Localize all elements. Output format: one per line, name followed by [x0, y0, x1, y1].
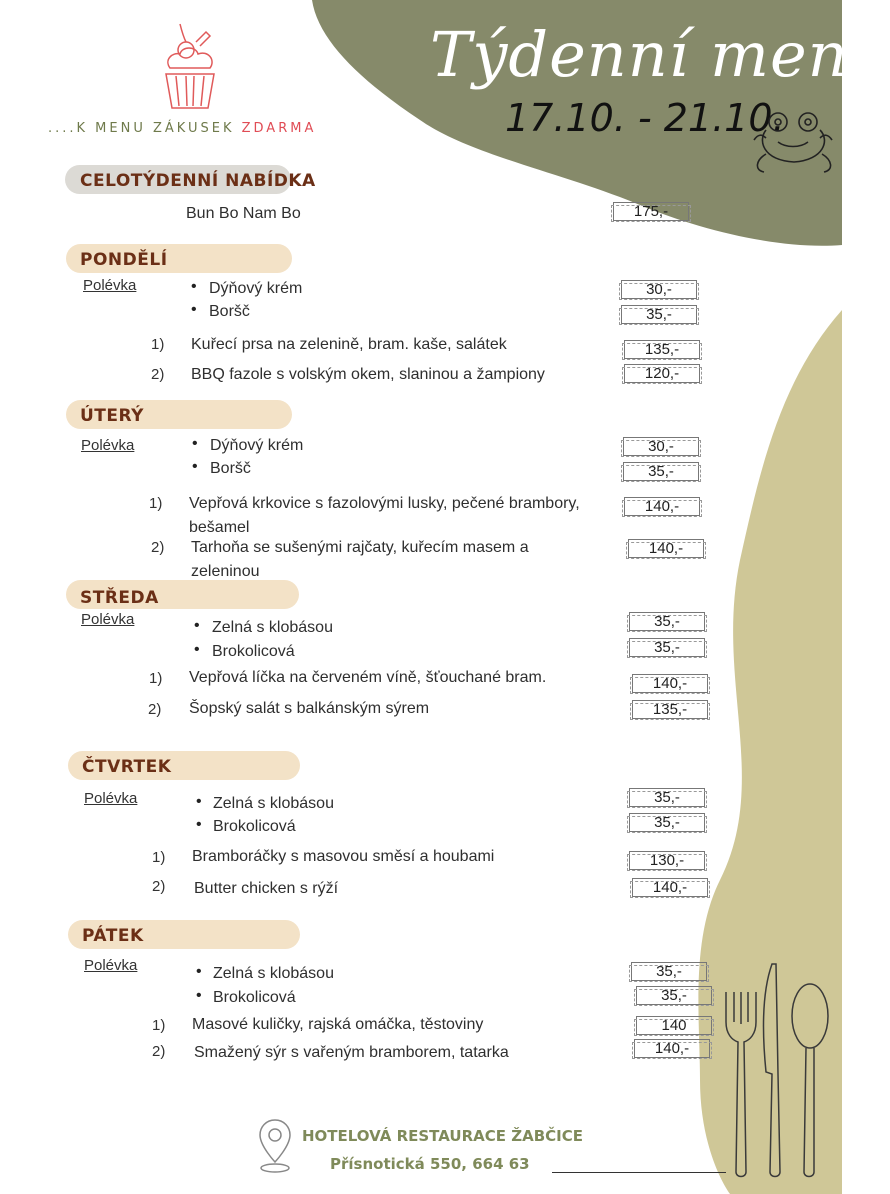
soup-price: 35,- [629, 813, 705, 832]
main-number: 2) [148, 701, 162, 718]
main-number: 1) [151, 336, 165, 353]
day-heading-monday: PONDĚLÍ [80, 250, 168, 270]
main-item: Smažený sýr s vařeným bramborem, tatarka [194, 1044, 509, 1061]
main-price: 140 [636, 1016, 712, 1035]
main-price: 120,- [624, 364, 700, 383]
day-heading-thursday: ČTVRTEK [82, 757, 172, 777]
main-number: 2) [152, 878, 166, 895]
soup-price: 35,- [621, 305, 697, 324]
restaurant-address: Přísnotická 550, 664 63 [330, 1155, 530, 1173]
weekly-heading: CELOTÝDENNÍ NABÍDKA [80, 171, 316, 191]
date-range: 17.10. - 21.10. [505, 96, 785, 140]
main-item: Šopský salát s balkánským sýrem [189, 700, 430, 717]
frog-icon [752, 104, 836, 178]
soup-price: 35,- [631, 962, 707, 981]
soup-label-thursday: Polévka [84, 790, 138, 807]
soup-item: Brokolicová [212, 643, 295, 660]
main-number: 2) [151, 539, 165, 556]
day-heading-tuesday: ÚTERÝ [80, 406, 144, 426]
soup-price: 30,- [623, 437, 699, 456]
bullet: • [192, 435, 198, 452]
soup-label-wednesday: Polévka [81, 611, 135, 628]
main-number: 1) [149, 670, 163, 687]
main-price: 140,- [628, 539, 704, 558]
location-pin-icon [258, 1118, 292, 1174]
soup-label-friday: Polévka [84, 957, 138, 974]
bullet: • [191, 278, 197, 295]
bullet: • [196, 793, 202, 810]
page-title: Týdenní menu [430, 18, 890, 91]
main-item: BBQ fazole s volským okem, slaninou a žampiony [191, 366, 545, 383]
soup-price: 35,- [623, 462, 699, 481]
bullet: • [194, 617, 200, 634]
main-price: 130,- [629, 851, 705, 870]
bullet: • [194, 641, 200, 658]
main-number: 1) [152, 849, 166, 866]
soup-price: 35,- [629, 788, 705, 807]
soup-item: Zelná s klobásou [213, 965, 334, 982]
cutlery-icon [722, 962, 834, 1184]
day-heading-wednesday: STŘEDA [80, 588, 159, 608]
bullet: • [196, 987, 202, 1004]
main-number: 1) [152, 1017, 166, 1034]
bullet: • [192, 458, 198, 475]
day-heading-friday: PÁTEK [82, 926, 144, 946]
main-item: Butter chicken s rýží [194, 880, 339, 897]
main-item: Tarhoňa se sušenými rajčaty, kuřecím masem a zeleninou [191, 539, 529, 580]
main-item: Vepřová krkovice s fazolovými lusky, pečené brambory, bešamel [189, 495, 580, 536]
promo-text [48, 121, 316, 136]
main-price: 140,- [632, 878, 708, 897]
main-price: 140,- [632, 674, 708, 693]
soup-item: Boršč [209, 303, 250, 320]
main-price: 140,- [624, 497, 700, 516]
restaurant-name: HOTELOVÁ RESTAURACE ŽABČICE [302, 1127, 583, 1145]
soup-price: 35,- [629, 612, 705, 631]
main-item: Masové kuličky, rajská omáčka, těstoviny [192, 1016, 484, 1033]
main-number: 2) [152, 1043, 166, 1060]
cupcake-icon [160, 20, 220, 112]
main-price: 135,- [624, 340, 700, 359]
bullet: • [191, 301, 197, 318]
promo-highlight: ZDARMA [241, 121, 317, 136]
soup-label-monday: Polévka [83, 277, 137, 294]
soup-item: Brokolicová [213, 818, 296, 835]
main-number: 1) [149, 495, 163, 512]
soup-label-tuesday: Polévka [81, 437, 135, 454]
main-price: 140,- [634, 1039, 710, 1058]
soup-item: Zelná s klobásou [213, 795, 334, 812]
soup-item: Dýňový krém [210, 437, 304, 454]
footer-divider [552, 1172, 726, 1173]
weekly-item: Bun Bo Nam Bo [186, 205, 301, 222]
soup-item: Dýňový krém [209, 280, 303, 297]
soup-price: 35,- [636, 986, 712, 1005]
soup-item: Zelná s klobásou [212, 619, 333, 636]
main-price: 135,- [632, 700, 708, 719]
soup-item: Brokolicová [213, 989, 296, 1006]
main-number: 2) [151, 366, 165, 383]
weekly-price: 175,- [613, 202, 689, 221]
soup-price: 35,- [629, 638, 705, 657]
bullet: • [196, 963, 202, 980]
main-item: Bramboráčky s masovou směsí a houbami [192, 848, 495, 865]
main-item: Vepřová líčka na červeném víně, šťouchané bram. [189, 669, 547, 686]
soup-item: Boršč [210, 460, 251, 477]
soup-price: 30,- [621, 280, 697, 299]
main-item: Kuřecí prsa na zelenině, bram. kaše, salátek [191, 336, 507, 353]
promo-prefix: ....K MENU ZÁKUSEK [48, 121, 242, 136]
bullet: • [196, 816, 202, 833]
